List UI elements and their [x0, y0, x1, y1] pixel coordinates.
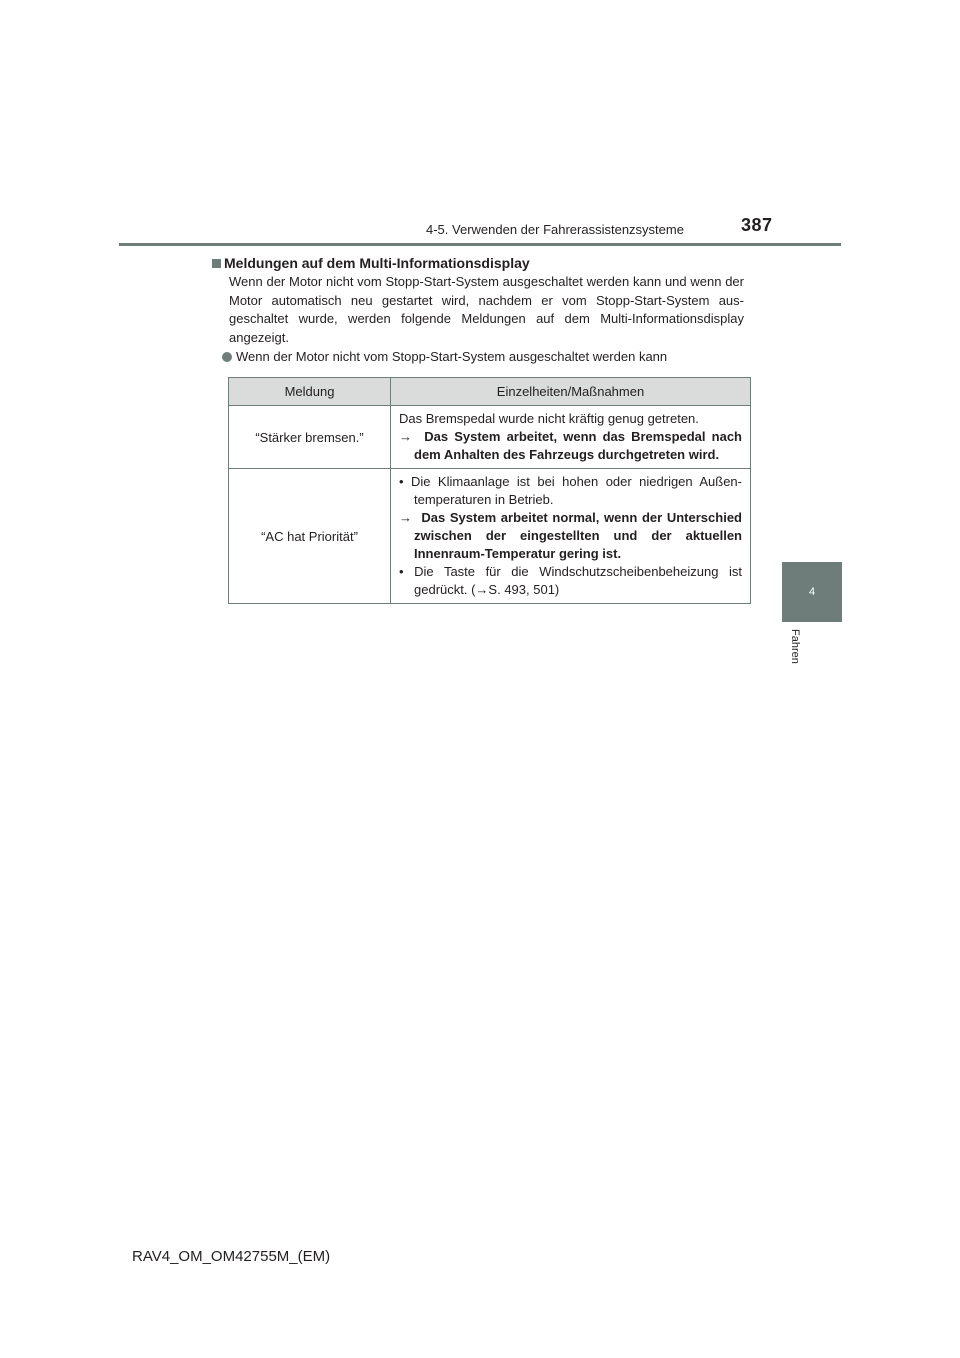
arrow-icon: → — [399, 429, 412, 444]
page-number: 387 — [741, 215, 773, 235]
table-row — [229, 469, 751, 604]
message-table — [228, 377, 751, 604]
detail-bullet: • Die Klimaanlage ist bei hohen oder niedrigen Außen-temperaturen in Betrieb. — [399, 474, 742, 507]
detail-action-text: Das System arbeitet, wenn das Bremspedal nach dem Anhalten des Fahrzeugs durchgetreten wird. — [414, 429, 742, 462]
document-code: RAV4_OM_OM42755M_(EM) — [132, 1248, 331, 1265]
detail-action — [399, 509, 742, 563]
detail-bullet — [399, 563, 742, 599]
header-section-title: 4-5. Verwenden der Fahrerassistenzsysteme — [426, 222, 684, 237]
arrow-icon: → — [475, 582, 489, 597]
details-cell — [391, 406, 751, 469]
detail-action — [399, 428, 742, 464]
message-cell: “AC hat Priorität” — [229, 469, 391, 604]
table-row — [229, 406, 751, 469]
circle-bullet-icon — [222, 352, 232, 362]
detail-action-text: Das System arbeitet normal, wenn der Unterschied zwischen der eingestellten und der aktuellen Innenraum-Temperatur gering ist. — [414, 510, 742, 561]
detail-text: Das Bremspedal wurde nicht kräftig genug getreten. — [399, 411, 699, 426]
table-header-details: Einzelheiten/Maßnahmen — [391, 378, 751, 406]
section-heading-text: Meldungen auf dem Multi-Informationsdisplay — [224, 255, 530, 271]
chapter-label: Fahren — [789, 629, 801, 664]
arrow-icon: → — [399, 510, 412, 525]
chapter-tab — [782, 562, 842, 622]
square-bullet-icon — [212, 259, 221, 268]
detail-bullet-text: • Die Taste für die Windschutzscheibenbeheizung ist gedrückt. ( — [399, 564, 742, 597]
message-cell: “Stärker bremsen.” — [229, 406, 391, 469]
condition-bullet-text: Wenn der Motor nicht vom Stopp-Start-System ausgeschaltet werden kann — [236, 349, 668, 364]
section-heading — [212, 255, 530, 271]
condition-bullet — [222, 349, 667, 364]
table-header-message: Meldung — [229, 378, 391, 406]
details-cell — [391, 469, 751, 604]
page-reference: S. 493, 501) — [488, 582, 560, 597]
header-divider — [119, 243, 841, 246]
intro-paragraph: Wenn der Motor nicht vom Stopp-Start-System ausgeschaltet werden kann und wenn der Motor automatisch neu gestartet wird, nachdem er vom Stopp-Start-System aus-geschaltet wurde, werden folgende Meldungen auf dem Multi-Informationsdisplay angezeigt. — [229, 274, 744, 345]
chapter-number: 4 — [808, 586, 816, 598]
